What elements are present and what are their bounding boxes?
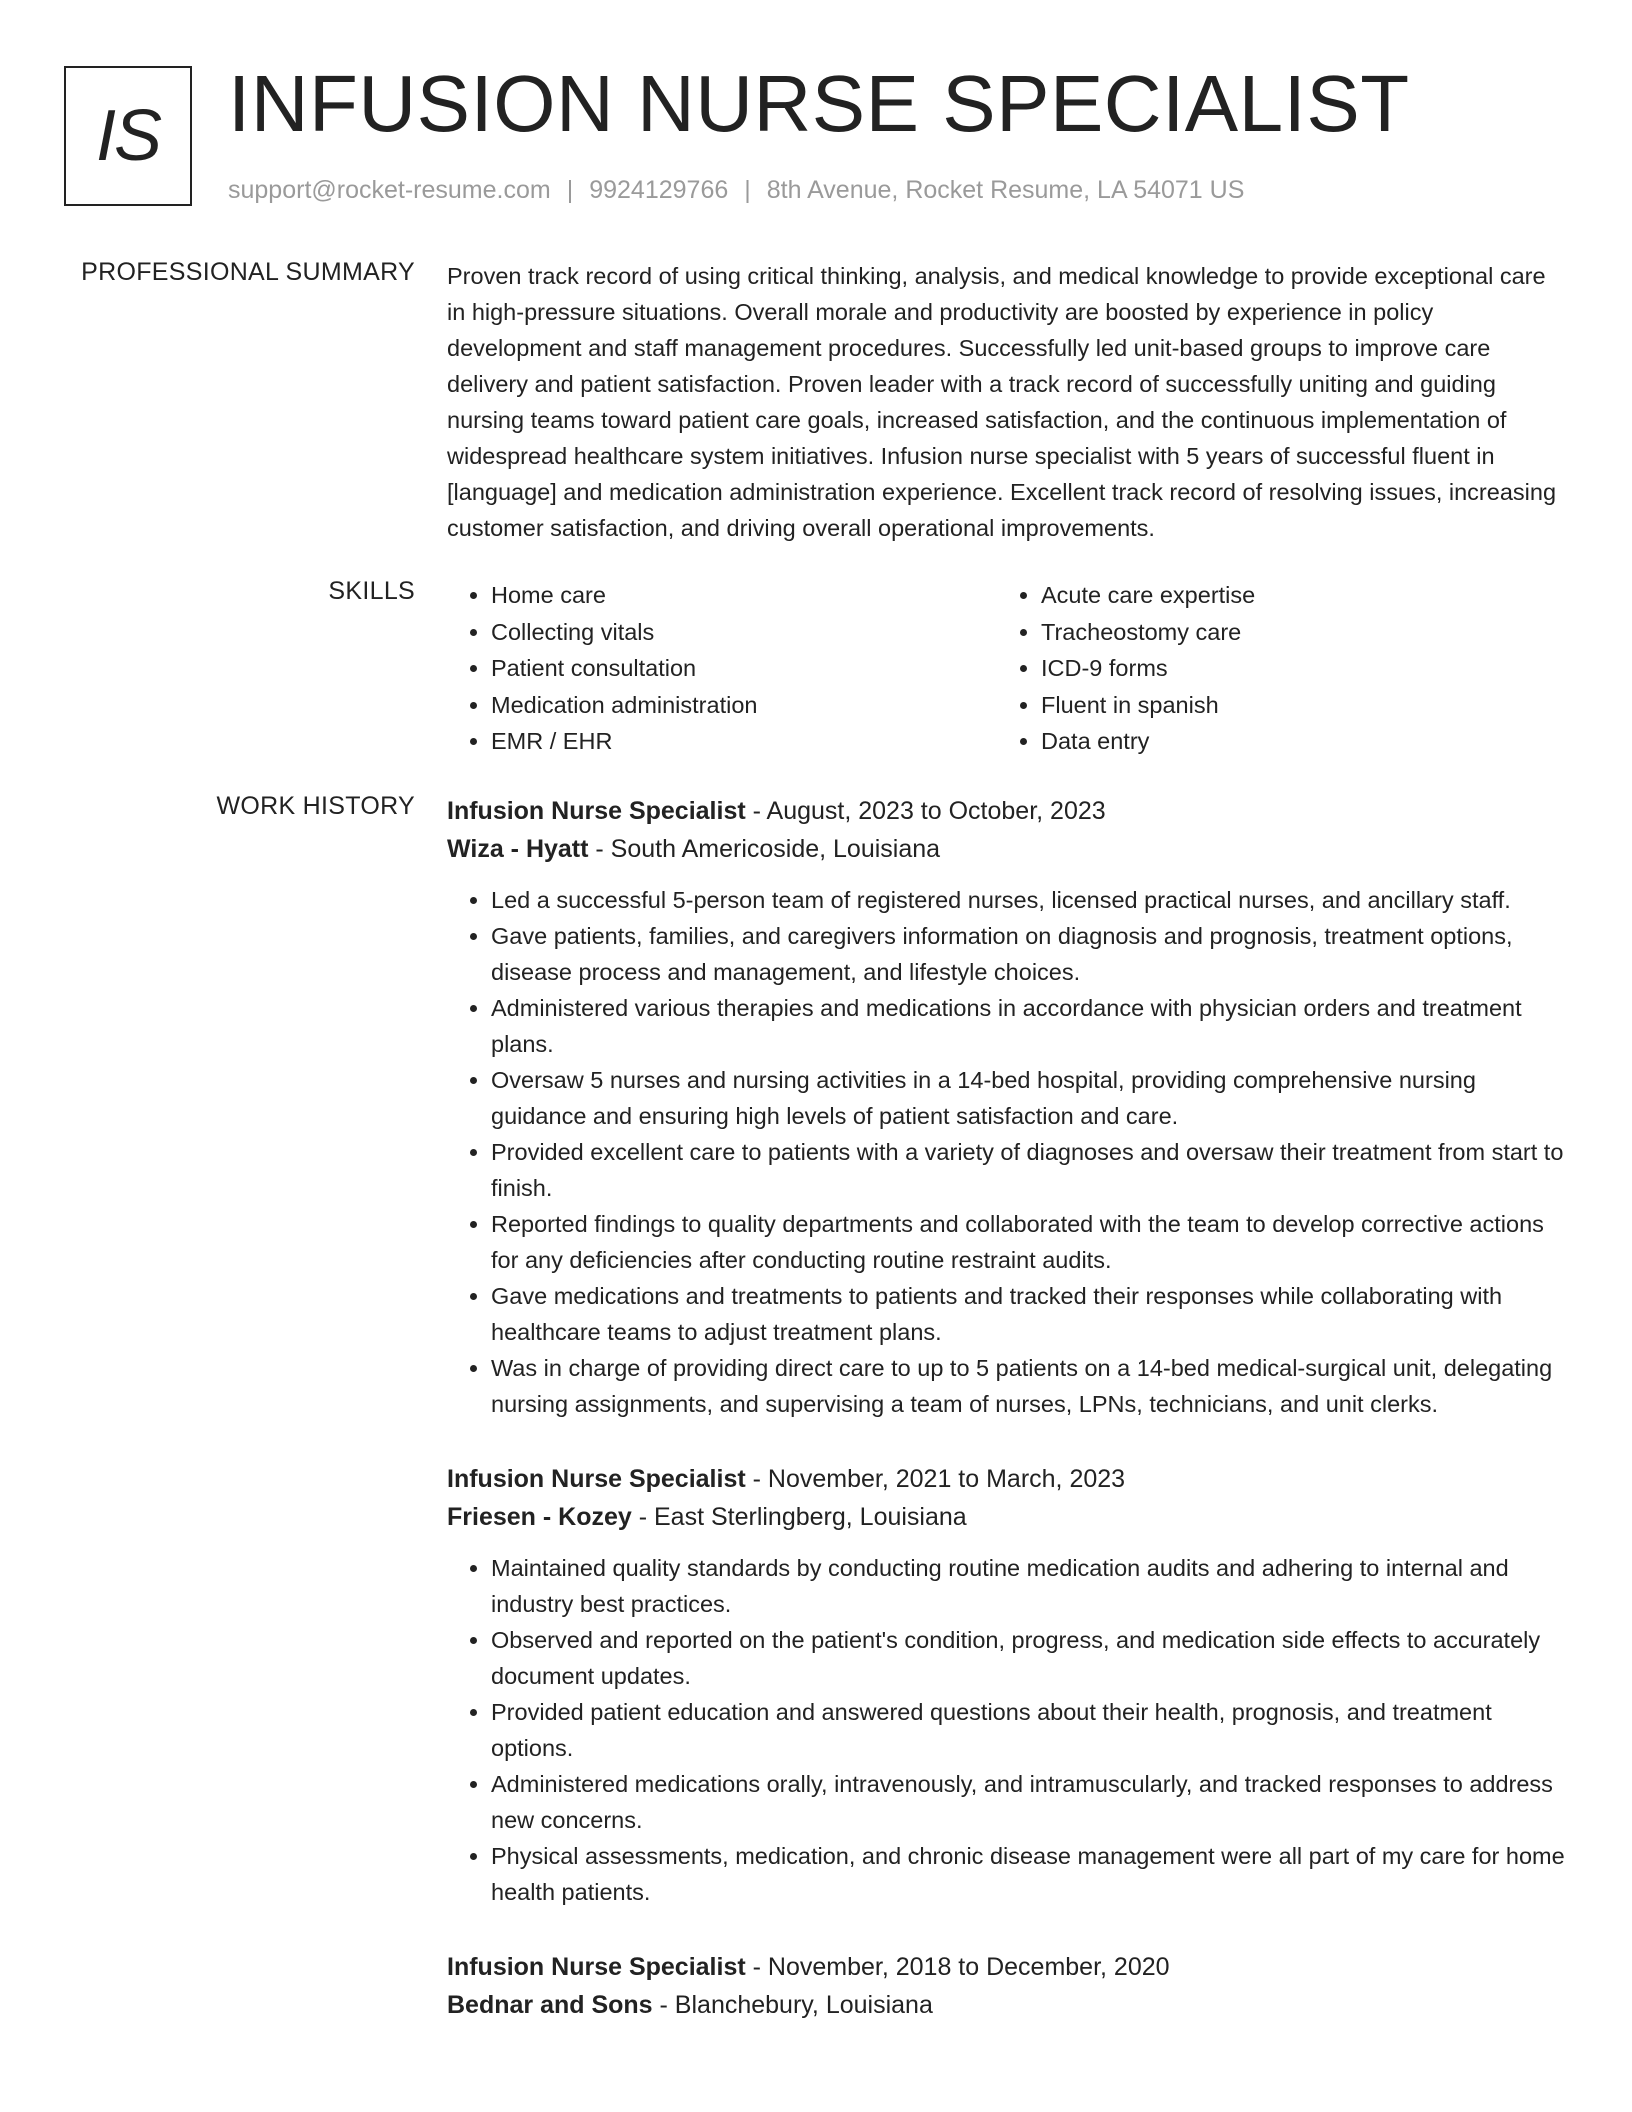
skill-item: • Data entry: [1041, 723, 1547, 760]
job-dates: - November, 2021 to March, 2023: [745, 1465, 1126, 1493]
job-bullet: • Reported findings to quality departments and collaborated with the team to develop corrective actions for any deficiencies after conducting routine restraint audits.: [491, 1206, 1567, 1278]
summary-heading: PROFESSIONAL SUMMARY: [81, 258, 415, 286]
resume-title: INFUSION NURSE SPECIALIST: [228, 59, 1410, 148]
job-dates: - November, 2018 to December, 2020: [745, 1953, 1170, 1981]
job-company-line: [447, 1986, 1567, 2024]
job-bullet: • Physical assessments, medication, and chronic disease management were all part of my care for home health patients.: [491, 1838, 1567, 1910]
contact-separator: |: [744, 176, 751, 204]
summary-text: Proven track record of using critical thinking, analysis, and medical knowledge to provide exceptional care in high-pressure situations. Overall morale and productivity are boosted by experience in policy development and staff management procedures. Successfully led unit-based groups to improve care delivery and patient satisfaction. Proven leader with a track record of successfully uniting and guiding nursing teams toward patient care goals, increased satisfaction, and the continuous implementation of widespread healthcare system initiatives. Infusion nurse specialist with 5 years of successful fluent in [language] and medication administration experience. Excellent track record of resolving issues, increasing customer satisfaction, and driving overall operational improvements.: [447, 263, 1557, 541]
job-title-line: [447, 1460, 1567, 1498]
contact-address: 8th Avenue, Rocket Resume, LA 54071 US: [766, 176, 1245, 204]
job-bullets: [447, 882, 1567, 1422]
skill-item: • Fluent in spanish: [1041, 687, 1547, 724]
job-entry: [447, 1460, 1567, 1910]
job-title: Infusion Nurse Specialist: [447, 1953, 746, 1981]
job-bullet: • Maintained quality standards by conducting routine medication audits and adhering to internal and industry best practices.: [491, 1550, 1567, 1622]
contact-line: [228, 176, 1244, 205]
skills-heading: SKILLS: [328, 577, 415, 605]
job-bullet: • Gave patients, families, and caregivers information on diagnosis and prognosis, treatment options, disease process and management, and lifestyle choices.: [491, 918, 1567, 990]
job-bullet: • Administered medications orally, intravenously, and intramuscularly, and tracked responses to address new concerns.: [491, 1766, 1567, 1838]
skill-item: • Medication administration: [491, 687, 997, 724]
job-bullet: • Gave medications and treatments to patients and tracked their responses while collaborating with healthcare teams to adjust treatment plans.: [491, 1278, 1567, 1350]
job-location: - Blanchebury, Louisiana: [652, 1991, 933, 2019]
job-company-line: [447, 1498, 1567, 1536]
skill-item: • EMR / EHR: [491, 723, 997, 760]
job-location: - South Americoside, Louisiana: [588, 835, 941, 863]
monogram-text: IS: [95, 96, 161, 176]
job-bullet: • Administered various therapies and medications in accordance with physician orders and treatment plans.: [491, 990, 1567, 1062]
contact-phone[interactable]: 9924129766: [589, 176, 729, 204]
job-title-line: [447, 1948, 1567, 1986]
job-dates: - August, 2023 to October, 2023: [745, 797, 1106, 825]
job-title: Infusion Nurse Specialist: [447, 797, 746, 825]
job-company: Friesen - Kozey: [447, 1503, 632, 1531]
job-bullets: [447, 1550, 1567, 1910]
job-title: Infusion Nurse Specialist: [447, 1465, 746, 1493]
job-location: - East Sterlingberg, Louisiana: [631, 1503, 967, 1531]
skill-item: • Acute care expertise: [1041, 577, 1547, 614]
job-bullet: • Provided patient education and answered questions about their health, prognosis, and treatment options.: [491, 1694, 1567, 1766]
skill-item: • Tracheostomy care: [1041, 614, 1547, 651]
job-bullet: • Provided excellent care to patients with a variety of diagnoses and oversaw their treatment from start to finish.: [491, 1134, 1567, 1206]
job-bullet: • Led a successful 5-person team of registered nurses, licensed practical nurses, and ancillary staff.: [491, 882, 1567, 918]
skills-list-left: [447, 577, 997, 760]
skill-item: • Home care: [491, 577, 997, 614]
job-company: Wiza - Hyatt: [447, 835, 589, 863]
skills-grid: [447, 577, 1567, 760]
skill-item: • Patient consultation: [491, 650, 997, 687]
job-bullet: • Was in charge of providing direct care to up to 5 patients on a 14-bed medical-surgical unit, delegating nursing assignments, and supervising a team of nurses, LPNs, technicians, and unit clerks.: [491, 1350, 1567, 1422]
skills-list-right: [997, 577, 1547, 760]
job-bullet: • Observed and reported on the patient's condition, progress, and medication side effects to accurately document updates.: [491, 1622, 1567, 1694]
skills-body: [447, 577, 1567, 760]
skill-item: • Collecting vitals: [491, 614, 997, 651]
contact-email[interactable]: support@rocket-resume.com: [228, 176, 551, 204]
contact-separator: |: [566, 176, 574, 204]
job-company-line: [447, 830, 1567, 868]
monogram-badge: [64, 66, 192, 206]
summary-body: [447, 258, 1567, 546]
job-bullet: • Oversaw 5 nurses and nursing activities in a 14-bed hospital, providing comprehensive nursing guidance and ensuring high levels of patient satisfaction and care.: [491, 1062, 1567, 1134]
job-entry: [447, 792, 1567, 1422]
job-entry: [447, 1948, 1567, 2024]
job-title-line: [447, 792, 1567, 830]
job-company: Bednar and Sons: [447, 1991, 653, 2019]
work-history-heading: WORK HISTORY: [216, 792, 415, 820]
skill-item: • ICD-9 forms: [1041, 650, 1547, 687]
work-history-body: [447, 792, 1567, 2062]
